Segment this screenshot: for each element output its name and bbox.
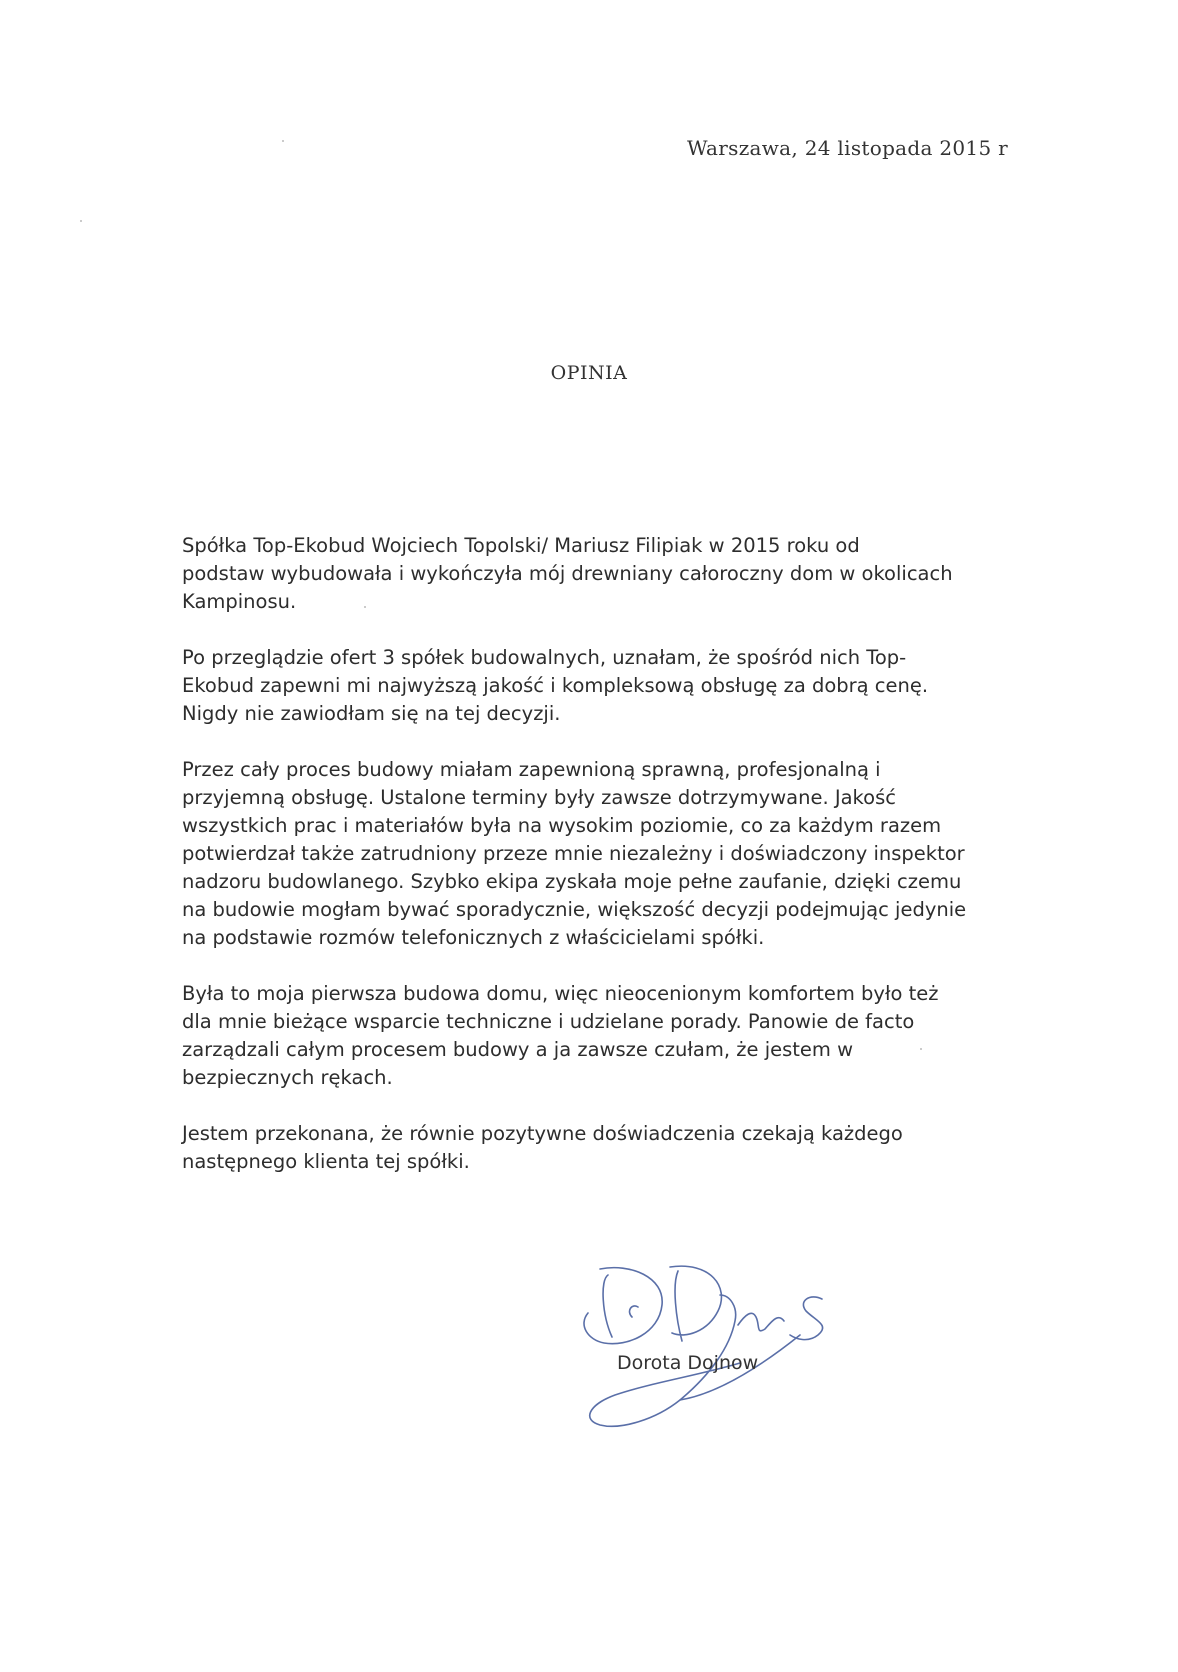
text-line: dla mnie bieżące wsparcie techniczne i udzielane porady. Panowie de facto bbox=[182, 1010, 915, 1033]
text-line: podstaw wybudowała i wykończyła mój drewniany całoroczny dom w okolicach bbox=[182, 562, 953, 585]
text-line: Spółka Top-Ekobud Wojciech Topolski/ Mariusz Filipiak w 2015 roku od bbox=[182, 534, 860, 557]
handwritten-signature bbox=[560, 1255, 880, 1445]
scan-speck bbox=[364, 606, 366, 608]
text-line: Nigdy nie zawiodłam się na tej decyzji. bbox=[182, 702, 561, 725]
text-line: Po przeglądzie ofert 3 spółek budowalnych, uznałam, że spośród nich Top- bbox=[182, 646, 907, 669]
text-line: Ekobud zapewni mi najwyższą jakość i kompleksową obsługę za dobrą cenę. bbox=[182, 674, 929, 697]
text-line: zarządzali całym procesem budowy a ja zawsze czułam, że jestem w bbox=[182, 1038, 854, 1061]
text-line: nadzoru budowlanego. Szybko ekipa zyskała moje pełne zaufanie, dzięki czemu bbox=[182, 870, 962, 893]
text-line: Przez cały proces budowy miałam zapewnioną sprawną, profesjonalną i bbox=[182, 758, 881, 781]
scan-speck bbox=[920, 1048, 922, 1050]
text-line: Była to moja pierwsza budowa domu, więc nieocenionym komfortem było też bbox=[182, 982, 939, 1005]
paragraph-1 bbox=[182, 532, 1012, 616]
text-line: przyjemną obsługę. Ustalone terminy były zawsze dotrzymywane. Jakość bbox=[182, 786, 896, 809]
text-line: Kampinosu. bbox=[182, 590, 297, 613]
scan-speck bbox=[282, 140, 284, 142]
paragraph-5 bbox=[182, 1120, 1012, 1176]
text-line: potwierdzał także zatrudniony przeze mnie niezależny i doświadczony inspektor bbox=[182, 842, 965, 865]
paragraph-4 bbox=[182, 980, 1012, 1092]
text-line: wszystkich prac i materiałów była na wysokim poziomie, co za każdym razem bbox=[182, 814, 942, 837]
text-line: bezpiecznych rękach. bbox=[182, 1066, 393, 1089]
letter-body bbox=[182, 532, 1012, 1204]
scan-speck bbox=[80, 220, 82, 222]
letter-title: OPINIA bbox=[550, 362, 628, 384]
text-line: na podstawie rozmów telefonicznych z właścicielami spółki. bbox=[182, 926, 765, 949]
text-line: na budowie mogłam bywać sporadycznie, większość decyzji podejmując jedynie bbox=[182, 898, 967, 921]
signer-name: Dorota Dojnow bbox=[617, 1352, 759, 1374]
text-line: następnego klienta tej spółki. bbox=[182, 1150, 470, 1173]
text-line: Jestem przekonana, że równie pozytywne doświadczenia czekają każdego bbox=[182, 1122, 903, 1145]
letter-date: Warszawa, 24 listopada 2015 r bbox=[686, 136, 1008, 160]
paragraph-3 bbox=[182, 756, 1012, 952]
paragraph-2 bbox=[182, 644, 1012, 728]
